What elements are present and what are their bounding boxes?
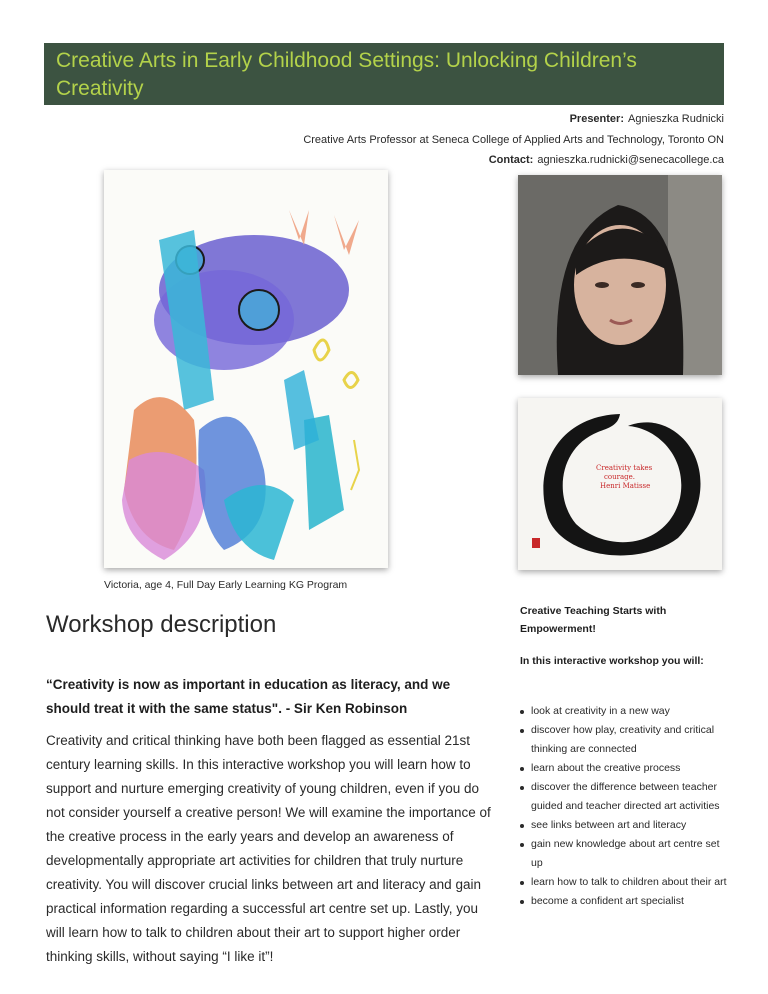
list-item: look at creativity in a new way [520, 702, 730, 721]
workshop-heading: Workshop description [46, 611, 277, 638]
artwork-caption: Victoria, age 4, Full Day Early Learning KG Program [104, 579, 348, 591]
workshop-outcomes-list [520, 702, 730, 911]
list-item: discover how play, creativity and critical thinking are connected [520, 721, 730, 759]
child-artwork-image [104, 170, 388, 568]
portrait-drawing [518, 175, 722, 375]
contact-line [489, 154, 724, 166]
enso-line-1: Creativity takes [596, 464, 653, 472]
sidebar-intro: In this interactive workshop you will: [520, 655, 704, 667]
presenter-photo [518, 175, 722, 375]
contact-email: agnieszka.rudnicki@senecacollege.ca [537, 154, 724, 166]
title-bar [44, 43, 724, 105]
list-item: become a confident art specialist [520, 892, 730, 911]
list-item: discover the difference between teacher guided and teacher directed art activities [520, 778, 730, 816]
presenter-line [570, 113, 724, 125]
enso-quote-image [518, 398, 722, 570]
artwork-drawing [104, 170, 388, 568]
contact-label: Contact: [488, 154, 534, 166]
list-item: gain new knowledge about art centre set up [520, 835, 730, 873]
enso-line-3: Henri Matisse [600, 482, 651, 490]
presenter-name: Agnieszka Rudnicki [628, 113, 724, 125]
list-item: see links between art and literacy [520, 816, 730, 835]
page-title: Creative Arts in Early Childhood Settings: Unlocking Children’s Creativity [56, 49, 637, 100]
workshop-description: Creativity and critical thinking have both been flagged as essential 21st century learning skills. In this interactive workshop you will learn how to support and nurture emerging creativity of young children, even if you do not consider yourself a creative person! We will examine the importance of the creative process in the early years and develop an awareness of developmentally appropriate art activities for children that truly nurture creativity. You will discover crucial links between art and literacy and gain practical information regarding a successful art centre set up. Lastly, you will learn how to talk to children about their art to support higher order thinking skills, without saying “I like it”! [46, 733, 491, 964]
list-item: learn how to talk to children about their art [520, 873, 730, 892]
presenter-label: Presenter: [569, 113, 624, 125]
enso-brush-circle [518, 398, 722, 570]
list-item: learn about the creative process [520, 759, 730, 778]
workshop-quote: “Creativity is now as important in education as literacy, and we should treat it with the same status". - Sir Ken Robinson [46, 677, 451, 716]
sidebar-heading: Creative Teaching Starts with Empowerment! [520, 605, 667, 635]
enso-line-2: courage. [604, 473, 636, 481]
presenter-role: Creative Arts Professor at Seneca College of Applied Arts and Technology, Toronto ON [303, 134, 724, 146]
